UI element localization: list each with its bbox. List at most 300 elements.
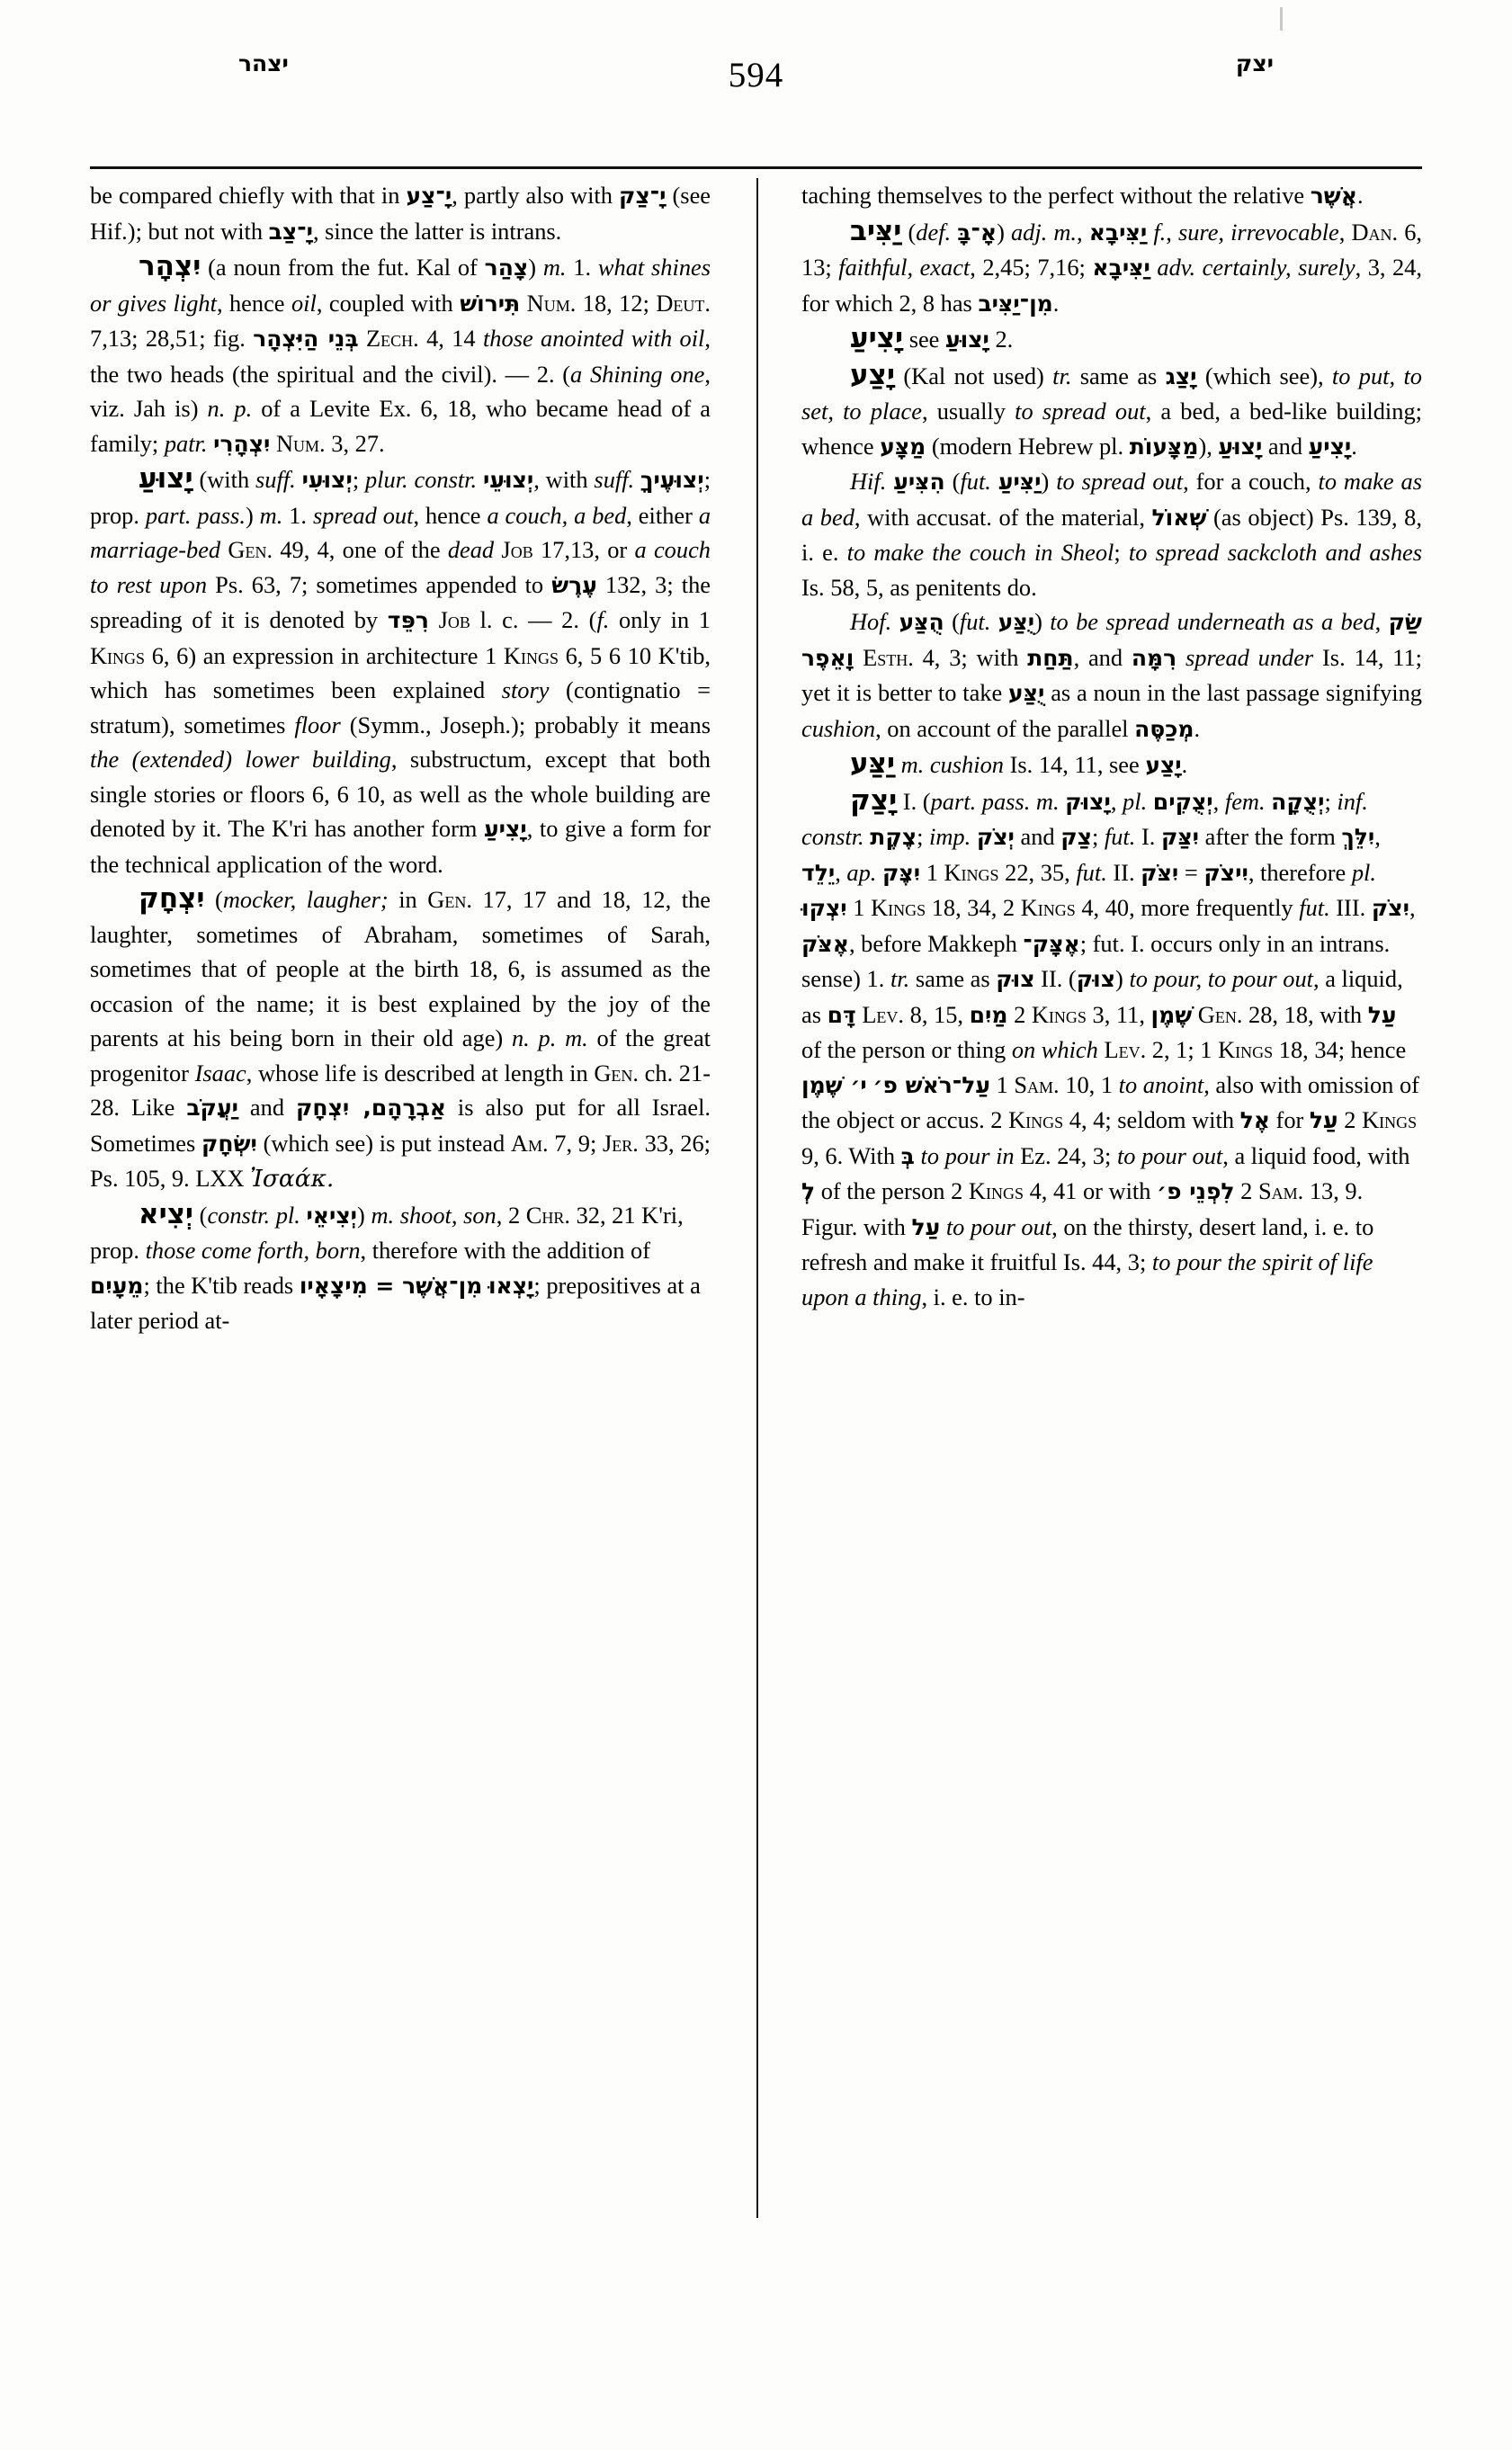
hebrew-word: יָ־צַע — [406, 183, 452, 209]
hebrew-word: יְצֻקִים — [1152, 788, 1213, 815]
body-text: , therefore with the addition of — [360, 1237, 650, 1264]
gloss-italic: patr. — [164, 429, 208, 457]
gloss-italic: the (extended) lower building — [90, 746, 391, 773]
body-text: only in 1 — [609, 606, 711, 633]
entry-yitshar — [90, 249, 711, 461]
body-text — [940, 1213, 946, 1240]
body-text: , 3, 24, for which 2, 8 has — [801, 254, 1422, 317]
body-text: 18, 34, 2 — [926, 894, 1021, 921]
gloss-italic: suff. — [255, 466, 296, 493]
entry-yatsa-noun — [801, 747, 1422, 783]
hebrew-word: יִצֹק — [1371, 895, 1409, 921]
body-text: (which see), — [1196, 362, 1332, 389]
hebrew-word: יָצוּעַ — [945, 326, 989, 353]
body-text: 18, 34; hence — [1273, 1036, 1407, 1063]
gloss-italic: story — [501, 676, 550, 703]
body-text: (which see) is put instead — [256, 1129, 511, 1157]
hebrew-word: יַצִּיבָא — [1088, 219, 1148, 246]
body-text: (with — [192, 466, 255, 493]
gloss-italic: inf. constr. — [801, 787, 1368, 850]
hebrew-word: צוּק — [1076, 966, 1116, 992]
gloss-italic: to make as a bed — [801, 468, 1422, 531]
body-text: ; fut. I. occurs only in an intrans. sense) 1. — [801, 929, 1391, 992]
body-text: 32, 21 K'ri, prop. — [90, 1201, 684, 1264]
gloss-italic: to put, to set, to place — [801, 362, 1422, 425]
scripture-reference: Dan. — [1351, 218, 1399, 246]
body-text — [891, 608, 899, 635]
scripture-reference: Lev. — [1104, 1036, 1147, 1063]
scan-artifact — [1280, 7, 1283, 31]
gloss-italic: Isaac — [194, 1059, 246, 1086]
body-text: same as — [909, 965, 997, 992]
hebrew-word: יָ־צַק — [619, 183, 667, 209]
body-text: , — [1166, 218, 1178, 246]
gloss-italic: constr. pl. — [207, 1201, 300, 1229]
body-text: , usually — [921, 398, 1015, 425]
body-text: ( — [901, 218, 917, 246]
hebrew-word: אֶצֹּק — [801, 930, 849, 957]
left-column — [90, 178, 711, 1338]
gloss-italic: m. shoot, son — [371, 1201, 497, 1229]
hebrew-word: דָּם — [827, 1001, 856, 1028]
body-text: 1 — [846, 894, 872, 921]
body-text: 6, 6) an expression in architecture 1 — [145, 641, 504, 669]
body-text — [990, 608, 998, 635]
scripture-reference: Gen. — [228, 536, 273, 563]
body-text: = — [1178, 858, 1204, 886]
entry-hif — [801, 464, 1422, 604]
scripture-reference: Kings — [871, 894, 926, 921]
hebrew-word: הֻצַּע — [899, 609, 944, 635]
scripture-reference: Lev. — [862, 1000, 905, 1028]
entry-cont-yatsab — [90, 178, 711, 249]
gloss-italic: adv. certainly, surely — [1157, 254, 1355, 281]
body-text: taching themselves to the perfect without the relative — [801, 182, 1311, 209]
gloss-italic: part. pass. — [145, 501, 246, 529]
body-text: , a liquid food, with — [1222, 1141, 1410, 1169]
scripture-reference: Kings — [1362, 1106, 1418, 1133]
scripture-reference: Gen. — [1197, 1000, 1243, 1028]
body-text: (modern Hebrew pl. — [926, 432, 1130, 460]
gloss-italic: plur. constr. — [364, 466, 478, 493]
right-column — [801, 178, 1422, 1314]
body-text: ) — [357, 1201, 371, 1229]
body-text: , for a couch, — [1183, 468, 1319, 495]
hebrew-word: יֻצַּע — [998, 609, 1035, 635]
scripture-reference: Kings — [1008, 1106, 1064, 1133]
body-text: II. — [1106, 858, 1141, 886]
body-text: III. — [1329, 894, 1372, 921]
body-text: , either — [626, 501, 699, 529]
hebrew-word: יִשְׂחָק — [201, 1130, 257, 1157]
gloss-italic: to make the couch in Sheol — [846, 539, 1114, 566]
hebrew-word: עַל־רֹאשׁ פ׳ — [872, 1071, 990, 1098]
hebrew-word: יָצִיעַ — [850, 322, 904, 354]
body-text — [1176, 644, 1185, 671]
hebrew-word: יָצוּק — [1065, 788, 1111, 815]
body-text: , on the thirsty, desert land, i. e. to refresh and make it fruitful Is. 44, 3; — [801, 1212, 1374, 1275]
gloss-italic: cushion — [801, 714, 876, 742]
body-text: , with accusat. of the material, — [854, 503, 1152, 531]
gloss-italic: fut. — [1076, 858, 1107, 886]
body-text: ; the K'tib reads — [143, 1271, 300, 1299]
body-text: 1 — [920, 858, 944, 886]
body-text: Is. 14, 11; yet it is better to take — [801, 643, 1422, 706]
hebrew-word: צַק — [1060, 824, 1092, 850]
body-text: 9, 6. With — [801, 1141, 901, 1169]
scripture-reference: Esth. — [863, 643, 914, 671]
scripture-reference: Deut. — [656, 289, 711, 317]
gloss-italic: f. — [596, 606, 610, 633]
body-text: l. c. — 2. ( — [470, 606, 597, 633]
hebrew-word: רִמָּה — [1131, 644, 1177, 671]
body-text: (see Hif.); but not with — [90, 182, 711, 245]
gloss-italic: floor — [294, 711, 341, 738]
body-text: 1. — [566, 254, 598, 281]
hebrew-word: יַצִּיב — [850, 214, 902, 247]
gloss-italic: fut. — [1104, 823, 1136, 850]
scripture-reference: Kings — [503, 641, 559, 669]
hebrew-word: לְ — [801, 1178, 816, 1204]
gloss-italic: dead — [447, 536, 495, 563]
hebrew-word: תִּירוֹשׁ — [460, 290, 521, 317]
body-text: ( — [944, 608, 960, 635]
body-text: and — [1262, 432, 1309, 460]
gloss-italic: those come forth, born — [145, 1237, 361, 1264]
body-text: . — [1194, 714, 1201, 742]
hebrew-word: יְצוּעֶיךָ — [640, 467, 704, 493]
hebrew-word: מַצָּע — [880, 433, 926, 460]
hebrew-word: יָצִיעַ — [484, 816, 527, 842]
body-text — [1192, 1001, 1198, 1028]
body-text: 3, 27. — [325, 429, 385, 457]
body-text: , and — [1073, 643, 1132, 671]
body-text: and — [1014, 823, 1061, 850]
gloss-italic: fut. — [960, 468, 991, 495]
hebrew-word: עֶרֶשׂ — [551, 571, 597, 598]
body-text: (contignatio = stratum), sometimes — [90, 676, 711, 738]
gloss-italic: m. cushion — [900, 751, 1004, 778]
gloss-italic: m. — [542, 254, 567, 281]
scripture-reference: Job — [438, 606, 470, 633]
hebrew-word: רִפֵּד — [387, 607, 429, 633]
body-text: ; prepositives at a later period at- — [90, 1271, 701, 1334]
body-text: 8, 15, — [904, 1000, 970, 1028]
scripture-reference: Gen. — [427, 886, 472, 913]
scripture-reference: Num. — [526, 289, 577, 317]
body-text: in — [388, 886, 428, 913]
body-text: 132, 3; the spreading of it is denoted by — [90, 570, 711, 633]
hebrew-word: אָ־בָּ — [957, 219, 998, 246]
body-text: 4, 14 — [418, 325, 483, 352]
gloss-italic: to spread sackcloth and ashes — [1128, 539, 1423, 566]
body-text: ch. 21-28. Like — [90, 1059, 711, 1121]
body-text — [296, 466, 302, 493]
body-text: , a liquid, as — [801, 965, 1403, 1028]
body-text: (Symm., Joseph.); probably it means — [340, 711, 711, 738]
hebrew-word: יִצְחָק — [139, 882, 205, 915]
body-text: 10, 1 — [1059, 1070, 1119, 1098]
body-text: 2. — [989, 326, 1014, 353]
hebrew-word: יָ־צַב — [268, 218, 313, 245]
gloss-italic: n. p. m. — [511, 1024, 588, 1051]
running-head-left: יצהר — [238, 50, 289, 76]
gloss-italic: spread under — [1185, 643, 1314, 671]
scripture-reference: Kings — [1031, 1000, 1087, 1028]
entry-yetsi — [90, 1197, 711, 1338]
hebrew-word: יַצַּע — [850, 747, 896, 780]
gloss-italic: part. pass. m. — [930, 787, 1060, 815]
hebrew-word: יְצוּעֵי — [482, 467, 534, 493]
hebrew-word: יָצַע — [850, 358, 896, 391]
body-text: , to give a form for the technical application of the word. — [90, 815, 711, 878]
body-text: 7,13; 28,51; fig. — [90, 325, 254, 352]
entry-yatsib — [801, 214, 1422, 322]
hebrew-word: יַצִּיעַ — [998, 469, 1042, 495]
hebrew-word: יָצוּעַ — [1218, 433, 1263, 460]
body-text: Is. 58, 5, as penitents do. — [801, 573, 1037, 601]
entry-hof — [801, 604, 1422, 747]
gloss-italic: f. — [1153, 218, 1167, 246]
hebrew-word: יֻצַּע — [1008, 680, 1045, 706]
body-text: , hence — [216, 289, 291, 317]
body-text — [1147, 788, 1153, 815]
body-text: 6, 5 6 10 K'tib, which has sometimes been explained — [90, 641, 711, 703]
hebrew-word: יִצְהָר — [139, 250, 201, 282]
body-text — [971, 823, 977, 850]
body-text: I. — [1135, 823, 1161, 850]
body-text: , a bed, a bed-like building; whence — [801, 398, 1422, 460]
scripture-reference: Kings — [90, 641, 146, 669]
body-text: 2 — [1007, 1000, 1032, 1028]
body-text: ( — [944, 468, 961, 495]
body-text: , substructum, except that both single stories or floors 6, 6 10, as well as the whole building are denoted by it. The K'ri has another form — [90, 746, 711, 842]
hebrew-word: יִיצֹק — [1203, 859, 1248, 886]
hebrew-word: עַל — [1309, 1107, 1338, 1133]
body-text: and — [237, 1094, 297, 1121]
scripture-reference: Chr. — [525, 1201, 570, 1229]
body-text: same as — [1071, 362, 1166, 389]
body-text: , the two heads (the spiritual and the civil). — 2. ( — [90, 325, 711, 388]
hebrew-word: יְצֻקָה — [1271, 788, 1325, 815]
body-text — [876, 859, 882, 886]
body-text: ; — [352, 466, 365, 493]
body-text: , since the latter is intrans. — [312, 217, 562, 245]
hebrew-word: בְּנֵי הַיִּצְהָר — [253, 326, 359, 352]
gloss-italic: what shines or gives light — [90, 254, 711, 317]
body-text: 22, 35, — [998, 858, 1077, 886]
body-text: , therefore — [1248, 858, 1352, 886]
body-text: Is. 14, 11, see — [1003, 751, 1146, 778]
body-text — [634, 466, 640, 493]
body-text: 28, 18, with — [1242, 1000, 1368, 1028]
hebrew-word: אַבְרָהָם, יִצְחָק — [296, 1095, 446, 1121]
body-text: 7, 9; — [548, 1129, 604, 1157]
body-text — [854, 644, 863, 671]
hebrew-word: יְצִיא — [139, 1197, 194, 1230]
body-text — [991, 468, 998, 495]
entry-cont-yetsi — [801, 178, 1422, 214]
gloss-italic: Hif. — [850, 468, 887, 495]
body-text: 4, 3; with — [913, 643, 1028, 671]
body-text: see — [903, 326, 945, 353]
scripture-reference: Zech. — [366, 325, 419, 352]
body-text: ; — [1091, 823, 1105, 850]
gloss-italic: imp. — [929, 823, 971, 850]
gloss-italic: to spread out — [1056, 468, 1184, 495]
gloss-italic: on which — [1011, 1036, 1098, 1063]
scripture-reference: Job — [501, 536, 533, 563]
body-text — [477, 466, 483, 493]
page-number: 594 — [728, 56, 784, 94]
body-text: (Kal not used) — [895, 362, 1053, 389]
hebrew-word: יָצִיעַ — [1308, 433, 1352, 460]
body-text: . — [1351, 432, 1357, 460]
entry-yatsaq — [801, 783, 1422, 1315]
body-text: , — [1212, 787, 1225, 815]
gloss-italic: fut. — [959, 608, 991, 635]
gloss-italic: a couch, a bed — [487, 501, 627, 529]
scripture-reference: Kings — [968, 1177, 1024, 1204]
hebrew-word: יָצְאוּ — [488, 1272, 534, 1299]
body-text: , — [835, 858, 847, 886]
body-text: of a Levite Ex. 6, 18, who became head of a family; — [90, 395, 711, 457]
hebrew-word: שֶׁמֶן — [1150, 1001, 1193, 1028]
body-text: , — [1409, 894, 1416, 921]
body-text: ) — [528, 254, 543, 281]
body-text: 2, 1; 1 — [1146, 1036, 1219, 1063]
hebrew-word: מַיִם — [969, 1001, 1008, 1028]
hebrew-word: אֲשֶׁר — [1310, 183, 1357, 209]
hebrew-word: אֶצָּק־ — [1023, 930, 1080, 957]
hebrew-word: מֵעָיִם — [90, 1272, 144, 1299]
gloss-italic: mocker, laugher; — [222, 886, 389, 913]
body-text: of the person 2 — [815, 1177, 969, 1204]
body-text: , coupled with — [316, 289, 461, 317]
body-text: , — [1374, 823, 1381, 850]
hebrew-word: יִלֵּךְ — [1341, 824, 1375, 850]
body-text: , whose life is described at length in — [246, 1059, 595, 1086]
body-text: , — [1374, 608, 1389, 635]
gloss-italic: to pour out — [945, 1212, 1052, 1240]
body-text: ; — [1114, 539, 1129, 566]
body-text: II. ( — [1034, 965, 1077, 992]
gloss-italic: a couch to rest upon — [90, 536, 711, 598]
body-text: , i. e. to in- — [921, 1283, 1025, 1310]
hebrew-word: צוּק — [996, 966, 1035, 992]
hebrew-word: מִן־יַצִּיב — [978, 290, 1053, 317]
body-text: 18, 12; — [576, 289, 657, 317]
hebrew-word: בְּ — [900, 1142, 915, 1169]
gloss-italic: suff. — [594, 466, 635, 493]
hebrew-word: יֵלֵד — [801, 859, 836, 886]
body-text: ; — [1324, 787, 1338, 815]
body-text: , — [1110, 787, 1123, 815]
body-text — [895, 751, 901, 778]
hebrew-word: י׳ שֶׁמֶן — [801, 1071, 867, 1098]
body-text — [270, 430, 276, 457]
hebrew-word: אֶל — [1239, 1107, 1270, 1133]
gloss-italic: fut. — [1299, 894, 1330, 921]
greek-word: Ἰσαάκ. — [250, 1165, 335, 1193]
hebrew-word: מְכַסֶּה — [1134, 715, 1194, 742]
body-text: Ez. 24, 3; — [1014, 1141, 1117, 1169]
body-text: of the great progenitor — [90, 1024, 711, 1086]
gloss-italic: to be spread underneath as a bed — [1050, 608, 1375, 635]
body-text: ) — [997, 218, 1011, 246]
hebrew-word: יְצוּעִי — [301, 467, 353, 493]
body-text: for — [1269, 1106, 1310, 1133]
scripture-reference: Gen. — [594, 1059, 640, 1086]
body-text: ) — [1034, 608, 1051, 635]
body-text: . — [1356, 182, 1364, 209]
body-text: (a noun from the fut. Kal of — [201, 254, 485, 281]
body-text: ), — [1198, 432, 1219, 460]
scripture-reference: Sam. — [1257, 1177, 1304, 1204]
gloss-italic: tr. — [890, 965, 910, 992]
body-text: 17,13, or — [532, 536, 635, 563]
body-text: , — [1077, 218, 1089, 246]
body-text: ; prop. — [90, 466, 711, 529]
body-text — [359, 325, 366, 352]
page-header — [90, 52, 1422, 115]
hebrew-word: יָצַע — [1145, 752, 1182, 778]
hebrew-word: מַצָּעוֹת — [1129, 433, 1199, 460]
hebrew-word: יַעֲקֹב — [186, 1095, 238, 1121]
gloss-italic: adj. m. — [1010, 218, 1078, 246]
hebrew-word: שְׁאוֹל — [1151, 504, 1207, 531]
body-text: be compared chiefly with that in — [90, 182, 407, 209]
body-text: , — [1338, 218, 1352, 246]
hebrew-word: הִצִּיעַ — [893, 469, 945, 495]
body-text: after the form — [1199, 823, 1342, 850]
hebrew-word: שַׂק וָאֵפֶר — [801, 609, 1422, 671]
hebrew-word: יָצוּעַ — [139, 462, 193, 495]
column-divider — [756, 178, 758, 2218]
body-text: 13, 9. Figur. with — [801, 1177, 1364, 1240]
gloss-italic: tr. — [1052, 362, 1072, 389]
body-text: 6, 13; — [801, 218, 1422, 281]
body-text: 49, 4, one of the — [273, 536, 448, 563]
gloss-italic: oil — [291, 289, 317, 317]
gloss-italic: to pour the spirit of life upon a thing — [801, 1248, 1373, 1310]
gloss-italic: m. — [259, 501, 283, 529]
scripture-reference: Jer. — [603, 1129, 639, 1157]
body-text: . — [1052, 289, 1060, 317]
gloss-italic: those anointed with oil — [482, 325, 705, 352]
body-text: , partly also with — [452, 182, 619, 209]
hebrew-word: לִפְנֵי פ׳ — [1157, 1178, 1235, 1204]
body-text: 17, 17 and 18, 12, the laughter, sometimes of Abraham, sometimes of Sarah, sometimes that of people at the birth 18, 6, is assumed as the occasion of the name; it is best explained by the joy of the parents at his being born in their old age) — [90, 886, 711, 1051]
scripture-reference: Am. — [510, 1129, 549, 1157]
body-text: 2 — [1234, 1177, 1258, 1204]
body-text — [429, 606, 439, 633]
body-text: 4, 40, more frequently — [1075, 894, 1300, 921]
gloss-italic: to pour in — [920, 1141, 1015, 1169]
body-text: ) — [1115, 965, 1130, 992]
gloss-italic: sure, irrevocable — [1177, 218, 1339, 246]
hebrew-word: יִצֹּק — [1141, 859, 1179, 886]
hebrew-word: צֶקֶת — [870, 824, 917, 850]
scripture-reference: Num. — [276, 429, 326, 457]
body-text: , viz. Jah is) — [90, 360, 711, 422]
gloss-italic: a Shining one — [570, 360, 705, 388]
hebrew-word: יִצְקוּ — [801, 895, 847, 921]
body-text: , 2 — [496, 1201, 526, 1229]
entry-yatsua — [90, 461, 711, 881]
body-text — [482, 1272, 488, 1299]
body-text: ( — [204, 886, 223, 913]
